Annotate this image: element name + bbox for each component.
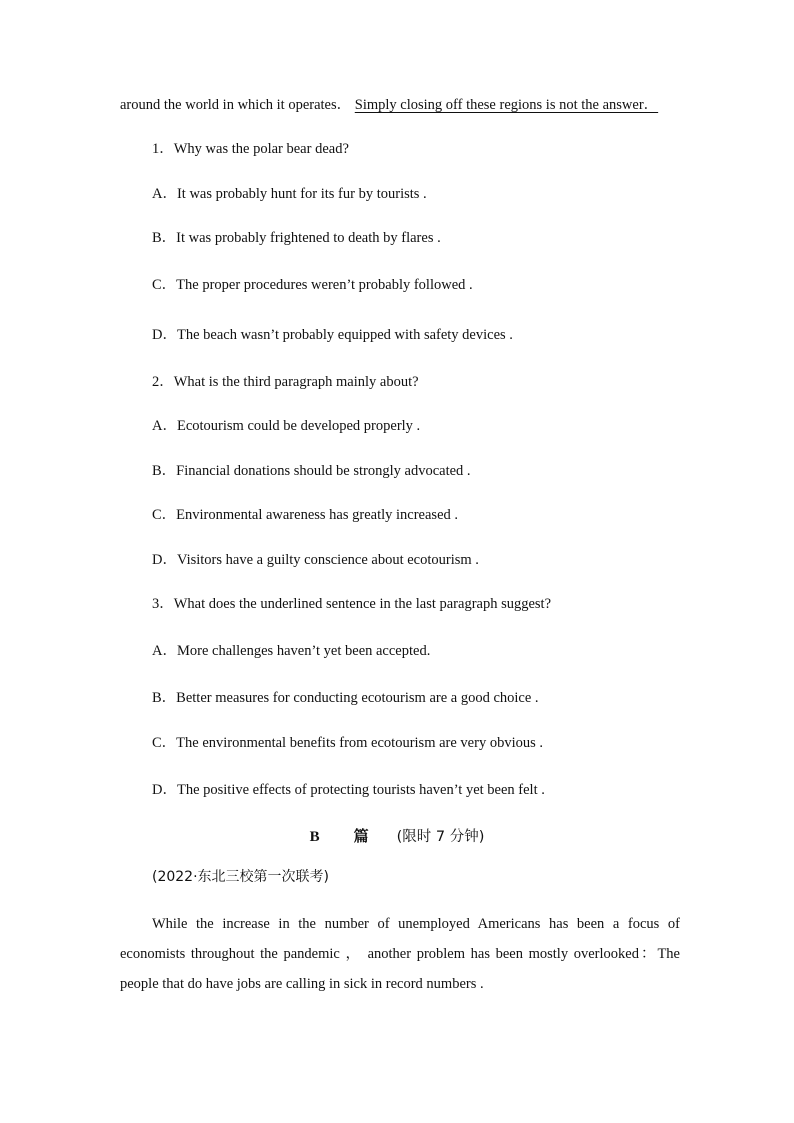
intro-line	[120, 96, 658, 114]
question-1-option-c: C．The proper procedures weren’t probably followed .	[152, 277, 473, 293]
underlined-sentence: Simply closing off these regions is not the answer．	[354, 97, 659, 113]
question-3-stem: 3．What does the underlined sentence in the last paragraph suggest?	[152, 596, 552, 612]
question-1-stem: 1．Why was the polar bear dead?	[152, 141, 349, 157]
section-heading	[0, 826, 794, 847]
section-pian: 篇	[353, 827, 369, 845]
question-3-option-b: B．Better measures for conducting ecotourism are a good choice .	[152, 690, 539, 706]
question-1-option-d: D．The beach wasn’t probably equipped with safety devices .	[152, 327, 513, 343]
question-2-option-d: D．Visitors have a guilty conscience about ecotourism .	[152, 552, 479, 568]
section-label: B	[309, 829, 320, 845]
question-3-option-d: D．The positive effects of protecting tourists haven’t yet been felt .	[152, 782, 545, 798]
section-time-limit: (限时 7 分钟)	[396, 829, 485, 845]
intro-prefix: around the world in which it operates．	[120, 97, 352, 113]
question-3-option-c: C．The environmental benefits from ecotourism are very obvious .	[152, 735, 543, 751]
source-note: (2022·东北三校第一次联考)	[152, 869, 330, 885]
question-1-option-a: A．It was probably hunt for its fur by tourists .	[152, 186, 427, 202]
question-3-option-a: A．More challenges haven’t yet been accepted.	[152, 643, 431, 659]
passage-paragraph: While the increase in the number of unemployed Americans has been a focus of economists throughout the pandemic ， another problem has been mostly overlooked：The people that do have jobs are calling in sick in record numbers .	[120, 916, 680, 992]
question-2-option-b: B．Financial donations should be strongly advocated .	[152, 463, 471, 479]
question-2-option-a: A．Ecotourism could be developed properly .	[152, 418, 421, 434]
question-2-stem: 2．What is the third paragraph mainly about?	[152, 374, 419, 390]
question-2-option-c: C．Environmental awareness has greatly increased .	[152, 507, 459, 523]
question-1-option-b: B．It was probably frightened to death by flares .	[152, 230, 441, 246]
